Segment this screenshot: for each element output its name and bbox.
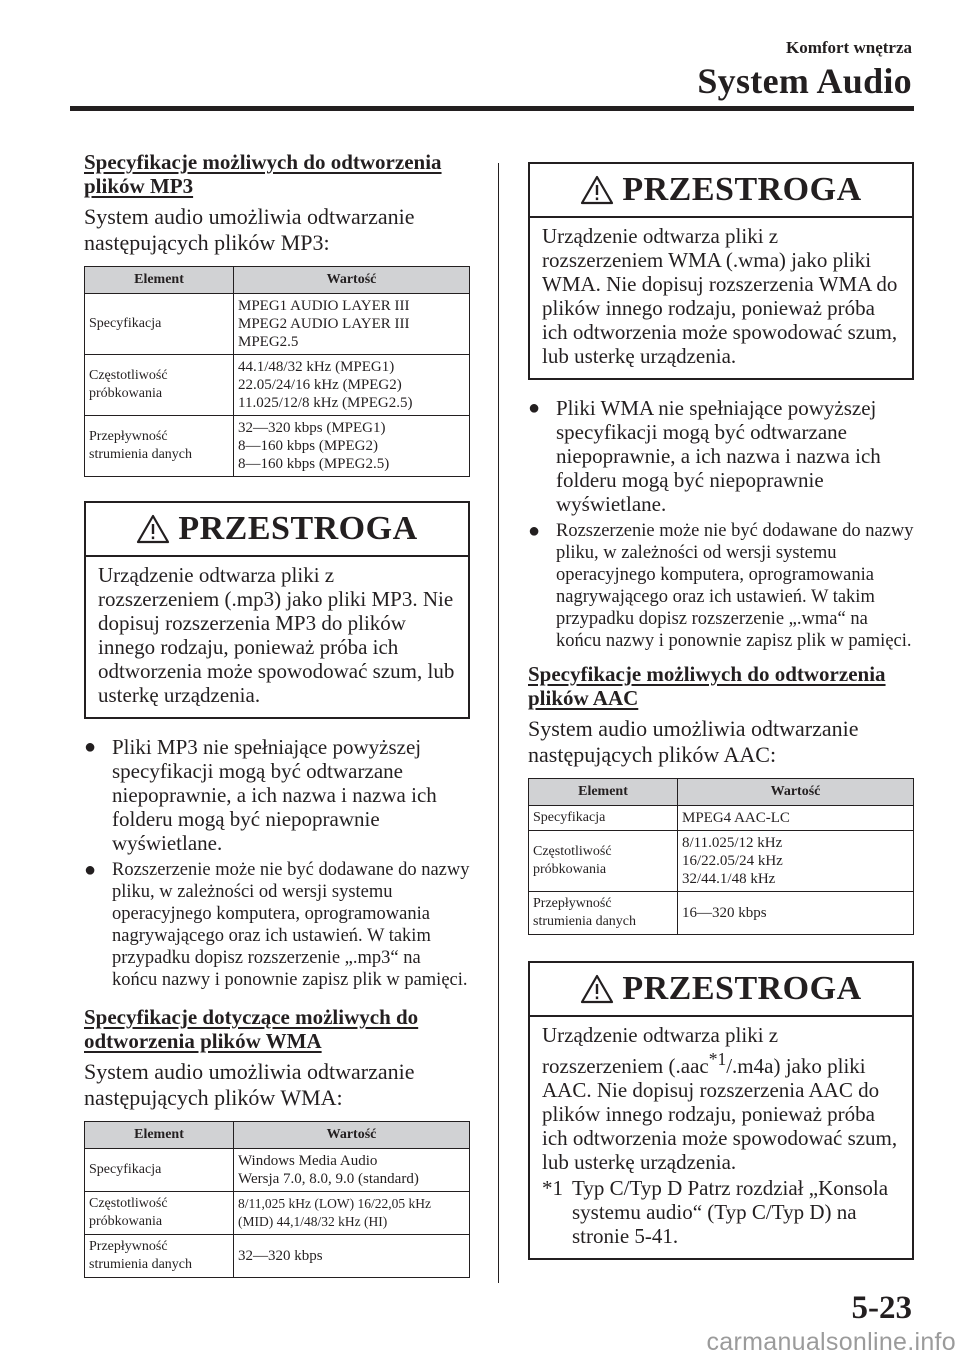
- row-value-cell: [678, 892, 914, 935]
- column-divider: [498, 163, 499, 1283]
- note-text: Pliki WMA nie spełniające powyższej specyfikacji mogą być odtwarzane niepoprawnie, a ich nazwa i nazwa ich folderu mogą być niepoprawnie wyświetlane.: [556, 396, 881, 516]
- caution-title: PRZESTROGA: [622, 171, 862, 208]
- mp3-spec-table: [84, 266, 470, 477]
- caution-text: Urządzenie odtwarza pliki z rozszerzeniem (.mp3) jako pliki MP3. Nie dopisuj rozszerzenia MP3 do plików innego rodzaju, ponieważ próba ich odtworzenia może spowodować szum, lub usterkę urządzenia.: [98, 563, 455, 707]
- row-value: 32—320 kbps: [238, 1248, 323, 1264]
- wma-heading: Specyfikacje dotyczące możliwych do odtworzenia plików WMA: [84, 1005, 419, 1053]
- table-row: [85, 294, 470, 355]
- wma-notes: [528, 396, 914, 652]
- row-value: 8/11,025 kHz (LOW) 16/22,05 kHz: [238, 1196, 431, 1211]
- caution-body: [86, 557, 468, 717]
- footnote-mark: *1: [542, 1176, 563, 1200]
- table-row: [529, 892, 914, 935]
- note-text: Pliki MP3 nie spełniające powyższej specyfikacji mogą być odtwarzane niepoprawnie, a ich nazwa i nazwa ich folderu mogą być niepoprawnie wyświetlane.: [112, 735, 437, 855]
- row-value: Windows Media Audio: [238, 1153, 378, 1169]
- row-label-cell: [529, 892, 678, 935]
- wma-caution-box: [528, 162, 914, 380]
- row-label: Przepływność: [89, 429, 168, 444]
- row-value: 32/44.1/48 kHz: [682, 871, 776, 887]
- aac-caution-box: [528, 961, 914, 1260]
- header-title: System Audio: [697, 61, 912, 101]
- note-text: Rozszerzenie może nie być dodawane do nazwy pliku, w zależności od wersji systemu operacyjnego komputera, oprogramowania nagrywającego oraz ich ustawień. W takim przypadku dopisz rozszerzenie „.mp3“ na końcu nazwy i ponownie zapisz plik w pamięci.: [112, 860, 470, 990]
- row-value-cell: [678, 831, 914, 892]
- table-header-element: Element: [85, 1122, 234, 1149]
- row-value-cell: [234, 1235, 470, 1278]
- row-value: MPEG1 AUDIO LAYER III: [238, 298, 410, 314]
- table-row: [85, 355, 470, 416]
- row-value: 32—320 kbps (MPEG1): [238, 420, 386, 436]
- table-body: [85, 294, 470, 477]
- row-label: Specyfikacja: [89, 1162, 162, 1177]
- header-rule: [70, 106, 914, 111]
- row-value-cell: [234, 1149, 470, 1192]
- bullet-dot-icon: ●: [84, 736, 97, 758]
- left-column: [84, 150, 470, 1278]
- row-value-cell: [678, 806, 914, 831]
- note-text: Rozszerzenie może nie być dodawane do nazwy pliku, w zależności od wersji systemu operacyjnego komputera, oprogramowania nagrywającego oraz ich ustawień. W takim przypadku dopisz rozszerzenie „.wma“ na końcu nazwy i ponownie zapisz plik w pamięci.: [556, 521, 914, 651]
- bullet-dot-icon: ●: [528, 397, 541, 419]
- warning-triangle-icon: [580, 175, 614, 205]
- list-item: [84, 735, 470, 855]
- row-value: 16/22.05/24 kHz: [682, 853, 783, 869]
- table-header-element: Element: [85, 267, 234, 294]
- row-label: Przepływność: [89, 1239, 168, 1254]
- caution-title: PRZESTROGA: [178, 510, 418, 547]
- aac-heading: Specyfikacje możliwych do odtworzenia plików AAC: [528, 662, 886, 710]
- caution-footnote: [542, 1176, 900, 1248]
- row-label-cell: [85, 416, 234, 477]
- row-label: strumienia danych: [533, 914, 637, 929]
- table-row: [529, 831, 914, 892]
- aac-spec-table: [528, 778, 914, 935]
- warning-triangle-icon: [136, 514, 170, 544]
- table-header-value: Wartość: [678, 779, 914, 806]
- page-number: 5-23: [851, 1290, 912, 1326]
- row-value: 8—160 kbps (MPEG2): [238, 438, 379, 454]
- right-column: [528, 162, 914, 1260]
- row-value: 8/11.025/12 kHz: [682, 835, 783, 851]
- row-label: Częstotliwość: [89, 368, 168, 383]
- caution-text: Urządzenie odtwarza pliki z rozszerzeniem WMA (.wma) jako pliki WMA. Nie dopisuj rozszerzenia WMA do plików innego rodzaju, ponieważ próba ich odtworzenia może spowodować szum, lub usterkę urządzenia.: [542, 224, 898, 368]
- row-value: 11.025/12/8 kHz (MPEG2.5): [238, 395, 413, 411]
- row-label-cell: [85, 1235, 234, 1278]
- caution-header: [86, 503, 468, 557]
- row-label: próbkowania: [89, 1214, 163, 1229]
- table-row: [85, 1192, 470, 1235]
- caution-text-part: Urządzenie odtwarza pliki z rozszerzeniem (.aac: [542, 1023, 779, 1078]
- row-value-cell: [234, 416, 470, 477]
- row-label: Przepływność: [533, 896, 612, 911]
- list-item: [84, 859, 470, 991]
- row-label: strumienia danych: [89, 1257, 193, 1272]
- row-label: Specyfikacja: [533, 810, 606, 825]
- row-value-cell: [234, 355, 470, 416]
- row-value: 22.05/24/16 kHz (MPEG2): [238, 377, 402, 393]
- mp3-intro: System audio umożliwia odtwarzanie następujących plików MP3:: [84, 204, 415, 255]
- row-label-cell: [85, 355, 234, 416]
- row-value: (MID) 44,1/48/32 kHz (HI): [238, 1214, 388, 1229]
- row-value: 44.1/48/32 kHz (MPEG1): [238, 359, 395, 375]
- table-header-element: Element: [529, 779, 678, 806]
- row-value-cell: [234, 294, 470, 355]
- footnote-text: Typ C/Typ D Patrz rozdział „Konsola systemu audio“ (Typ C/Typ D) na stronie 5-41.: [572, 1176, 889, 1248]
- wma-spec-table: [84, 1121, 470, 1278]
- footnote-superscript: *1: [708, 1049, 727, 1069]
- row-value: MPEG2.5: [238, 334, 299, 350]
- row-label: Częstotliwość: [89, 1196, 168, 1211]
- aac-intro: System audio umożliwia odtwarzanie następujących plików AAC:: [528, 716, 859, 767]
- row-label: strumienia danych: [89, 447, 193, 462]
- table-row: [85, 1235, 470, 1278]
- row-label-cell: [85, 1149, 234, 1192]
- row-label-cell: [529, 831, 678, 892]
- mp3-notes: [84, 735, 470, 991]
- bullet-dot-icon: ●: [528, 520, 541, 542]
- table-body: [529, 806, 914, 935]
- caution-body: [530, 218, 912, 378]
- row-value: Wersja 7.0, 8.0, 9.0 (standard): [238, 1171, 419, 1187]
- caution-body: [530, 1017, 912, 1258]
- row-value: 8—160 kbps (MPEG2.5): [238, 456, 390, 472]
- list-item: [528, 396, 914, 516]
- row-label: Częstotliwość: [533, 844, 612, 859]
- mp3-caution-box: [84, 501, 470, 719]
- row-value-cell: [234, 1192, 470, 1235]
- caution-header: [530, 963, 912, 1017]
- table-row: [85, 1149, 470, 1192]
- mp3-heading: Specyfikacje możliwych do odtworzenia plików MP3: [84, 150, 442, 198]
- wma-intro: System audio umożliwia odtwarzanie następujących plików WMA:: [84, 1059, 415, 1110]
- row-label-cell: [529, 806, 678, 831]
- row-label-cell: [85, 294, 234, 355]
- watermark: carmanualsonline.info: [706, 1328, 956, 1356]
- warning-triangle-icon: [580, 974, 614, 1004]
- list-item: [528, 520, 914, 652]
- caution-header: [530, 164, 912, 218]
- row-value: MPEG4 AAC-LC: [682, 810, 790, 826]
- table-body: [85, 1149, 470, 1278]
- caution-text: [542, 1023, 900, 1174]
- table-header-value: Wartość: [234, 267, 470, 294]
- table-row: [529, 806, 914, 831]
- header-section-label: Komfort wnętrza: [785, 38, 912, 57]
- table-header-value: Wartość: [234, 1122, 470, 1149]
- row-label-cell: [85, 1192, 234, 1235]
- row-label: Specyfikacja: [89, 316, 162, 331]
- row-value: 16—320 kbps: [682, 905, 767, 921]
- table-row: [85, 416, 470, 477]
- row-label: próbkowania: [533, 862, 607, 877]
- row-label: próbkowania: [89, 386, 163, 401]
- caution-text-part: /.m4a) jako pliki AAC. Nie dopisuj rozszerzenia AAC do plików innego rodzaju, ponieważ próba ich odtworzenia może spowodować szum, lub usterkę urządzenia.: [542, 1054, 898, 1174]
- caution-title: PRZESTROGA: [622, 970, 862, 1007]
- bullet-dot-icon: ●: [84, 859, 97, 881]
- row-value: MPEG2 AUDIO LAYER III: [238, 316, 410, 332]
